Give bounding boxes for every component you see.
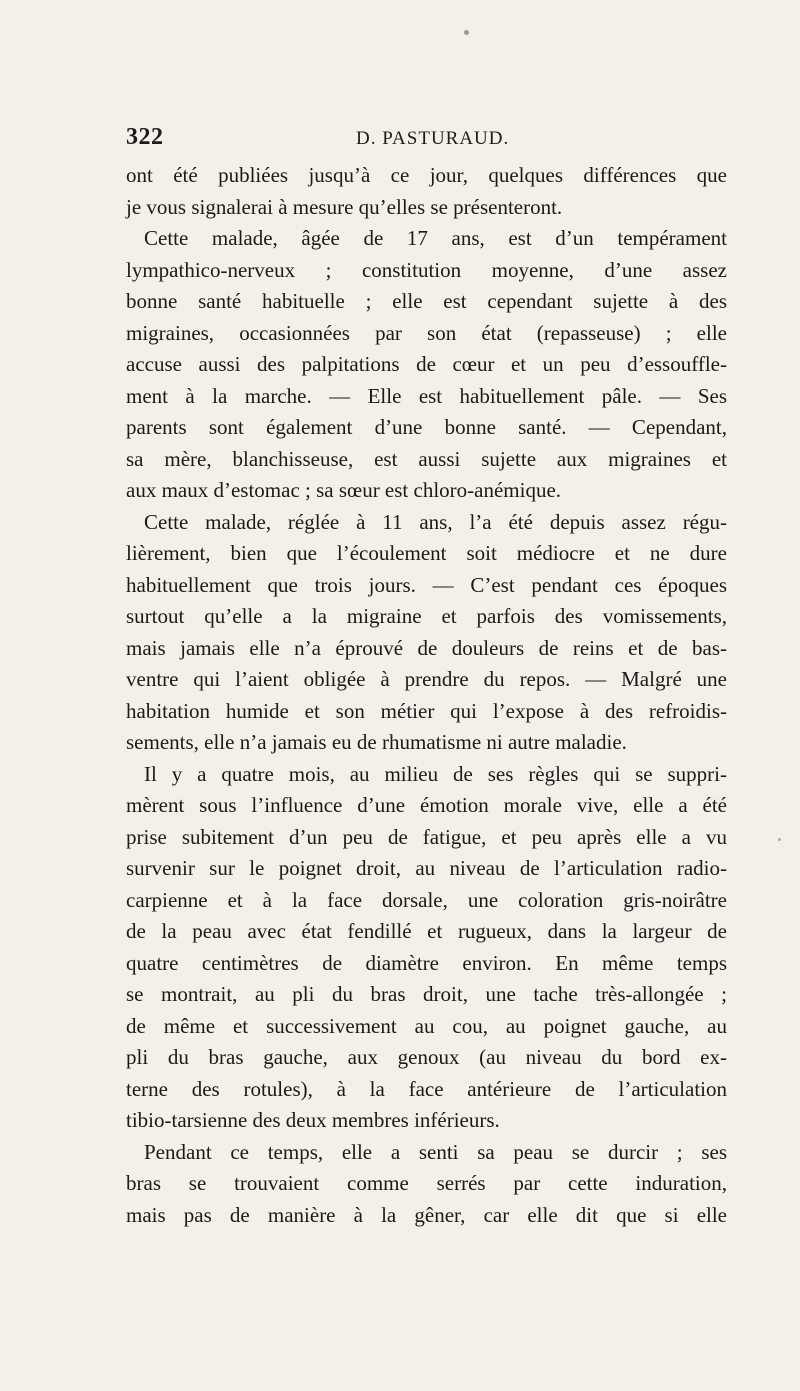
text-line: carpienne et à la face dorsale, une coloration gris-noirâtre bbox=[126, 887, 727, 912]
print-speck bbox=[778, 838, 781, 841]
text-line: lympathico-nerveux ; constitution moyenne, d’une assez bbox=[126, 257, 727, 282]
text-line: bras se trouvaient comme serrés par cette induration, bbox=[126, 1171, 727, 1195]
text-line: habitation humide et son métier qui l’expose à des refroidis- bbox=[126, 698, 727, 723]
text-line: de la peau avec état fendillé et rugueux, dans la largeur de bbox=[126, 919, 727, 943]
text-line: pli du bras gauche, aux genoux (au niveau du bord ex- bbox=[126, 1045, 727, 1069]
text-line: lièrement, bien que l’écoulement soit médiocre et ne dure bbox=[126, 541, 727, 565]
text-line: ont été publiées jusqu’à ce jour, quelques différences que bbox=[126, 163, 727, 187]
page-header bbox=[126, 124, 726, 154]
text-line: quatre centimètres de diamètre environ. En même temps bbox=[126, 950, 727, 975]
text-line: prise subitement d’un peu de fatigue, et peu après elle a vu bbox=[126, 824, 727, 849]
text-line: bonne santé habituelle ; elle est cependant sujette à des bbox=[126, 289, 727, 313]
text-line: mèrent sous l’influence d’une émotion morale vive, elle a été bbox=[126, 793, 727, 817]
text-line: terne des rotules), à la face antérieure de l’articulation bbox=[126, 1076, 727, 1101]
text-line: migraines, occasionnées par son état (repasseuse) ; elle bbox=[126, 320, 727, 345]
text-line: habituellement que trois jours. — C’est pendant ces époques bbox=[126, 572, 727, 597]
running-head: D. PASTURAUD. bbox=[356, 128, 510, 149]
text-line: sa mère, blanchisseuse, est aussi sujette aux migraines et bbox=[126, 446, 727, 471]
text-line: aux maux d’estomac ; sa sœur est chloro-anémique. bbox=[126, 478, 562, 502]
page-number: 322 bbox=[126, 124, 164, 150]
text-line: ventre qui l’aient obligée à prendre du repos. — Malgré une bbox=[126, 667, 727, 691]
text-line: se montrait, au pli du bras droit, une tache très-allongée ; bbox=[126, 982, 727, 1006]
print-speck bbox=[464, 30, 469, 35]
text-line: de même et successivement au cou, au poignet gauche, au bbox=[126, 1013, 727, 1038]
text-line: mais pas de manière à la gêner, car elle dit que si elle bbox=[126, 1202, 727, 1227]
text-line: je vous signalerai à mesure qu’elles se présenteront. bbox=[126, 194, 563, 219]
text-line: sements, elle n’a jamais eu de rhumatisme ni autre maladie. bbox=[126, 730, 627, 754]
text-line: tibio-tarsienne des deux membres inférieurs. bbox=[126, 1108, 500, 1132]
text-line: survenir sur le poignet droit, au niveau de l’articulation radio- bbox=[126, 856, 727, 880]
body-text bbox=[126, 160, 727, 1231]
text-line: accuse aussi des palpitations de cœur et un peu d’essouffle- bbox=[126, 352, 727, 376]
text-line: Cette malade, âgée de 17 ans, est d’un tempérament bbox=[144, 226, 727, 250]
text-line: parents sont également d’une bonne santé. — Cependant, bbox=[126, 415, 727, 439]
text-line: mais jamais elle n’a éprouvé de douleurs de reins et de bas- bbox=[126, 635, 727, 660]
text-line: ment à la marche. — Elle est habituellement pâle. — Ses bbox=[126, 383, 727, 408]
text-line: surtout qu’elle a la migraine et parfois des vomissements, bbox=[126, 604, 727, 628]
text-line: Pendant ce temps, elle a senti sa peau se durcir ; ses bbox=[144, 1139, 727, 1164]
text-line: Cette malade, réglée à 11 ans, l’a été depuis assez régu- bbox=[144, 509, 727, 534]
text-line: Il y a quatre mois, au milieu de ses règles qui se suppri- bbox=[144, 761, 727, 786]
